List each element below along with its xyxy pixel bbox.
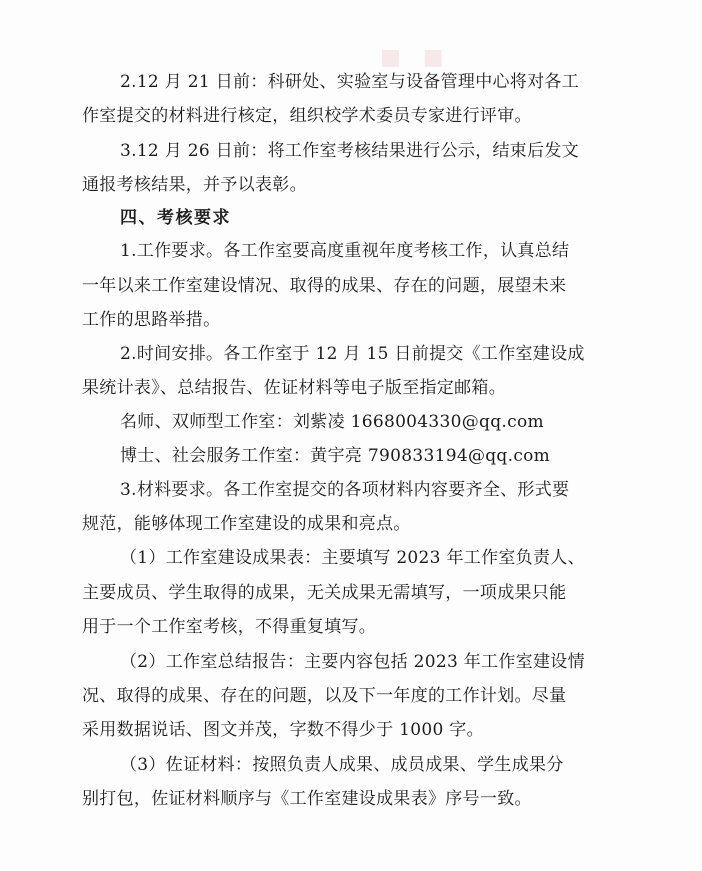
- paragraph-line: 果统计表》、总结报告、佐证材料等电子版至指定邮箱。: [82, 378, 506, 398]
- scan-show-through: ■ ■: [380, 44, 444, 70]
- paragraph-line: 3.12 月 26 日前：将工作室考核结果进行公示，结束后发文: [120, 141, 579, 161]
- paragraph-line: 用于一个工作室考核，不得重复填写。: [82, 617, 377, 637]
- paragraph-line: 况、取得的成果、存在的问题，以及下一年度的工作计划。尽量: [82, 686, 567, 706]
- paragraph-line: 一年以来工作室建设情况、取得的成果、存在的问题，展望未来: [82, 276, 567, 296]
- paragraph-line: （3）佐证材料：按照负责人成果、成员成果、学生成果分: [120, 755, 564, 775]
- paragraph-line: 作室提交的材料进行核定，组织校学术委员专家进行评审。: [82, 106, 532, 126]
- paragraph-line: （1）工作室建设成果表：主要填写 2023 年工作室负责人、: [120, 548, 585, 568]
- contact-line: 博士、社会服务工作室：黄宇亮 790833194@qq.com: [120, 446, 551, 466]
- paragraph-line: 规范，能够体现工作室建设的成果和亮点。: [82, 514, 411, 534]
- paragraph-line: 主要成员、学生取得的成果，无关成果无需填写，一项成果只能: [82, 583, 567, 603]
- paragraph-line: （2）工作室总结报告：主要内容包括 2023 年工作室建设情: [120, 652, 585, 672]
- paragraph-line: 工作的思路举措。: [82, 310, 221, 330]
- section-heading: 四、考核要求: [120, 208, 231, 228]
- paragraph-line: 2.时间安排。各工作室于 12 月 15 日前提交《工作室建设成: [120, 344, 585, 364]
- paragraph-line: 3.材料要求。各工作室提交的各项材料内容要齐全、形式要: [120, 480, 570, 500]
- paragraph-line: 2.12 月 21 日前：科研处、实验室与设备管理中心将对各工: [120, 72, 579, 92]
- paragraph-line: 别打包，佐证材料顺序与《工作室建设成果表》序号一致。: [82, 789, 532, 809]
- paragraph-line: 采用数据说话、图文并茂，字数不得少于 1000 字。: [82, 720, 484, 740]
- paragraph-line: 通报考核结果，并予以表彰。: [82, 175, 307, 195]
- contact-line: 名师、双师型工作室：刘紫凌 1668004330@qq.com: [120, 412, 544, 432]
- paragraph-line: 1.工作要求。各工作室要高度重视年度考核工作，认真总结: [120, 241, 570, 261]
